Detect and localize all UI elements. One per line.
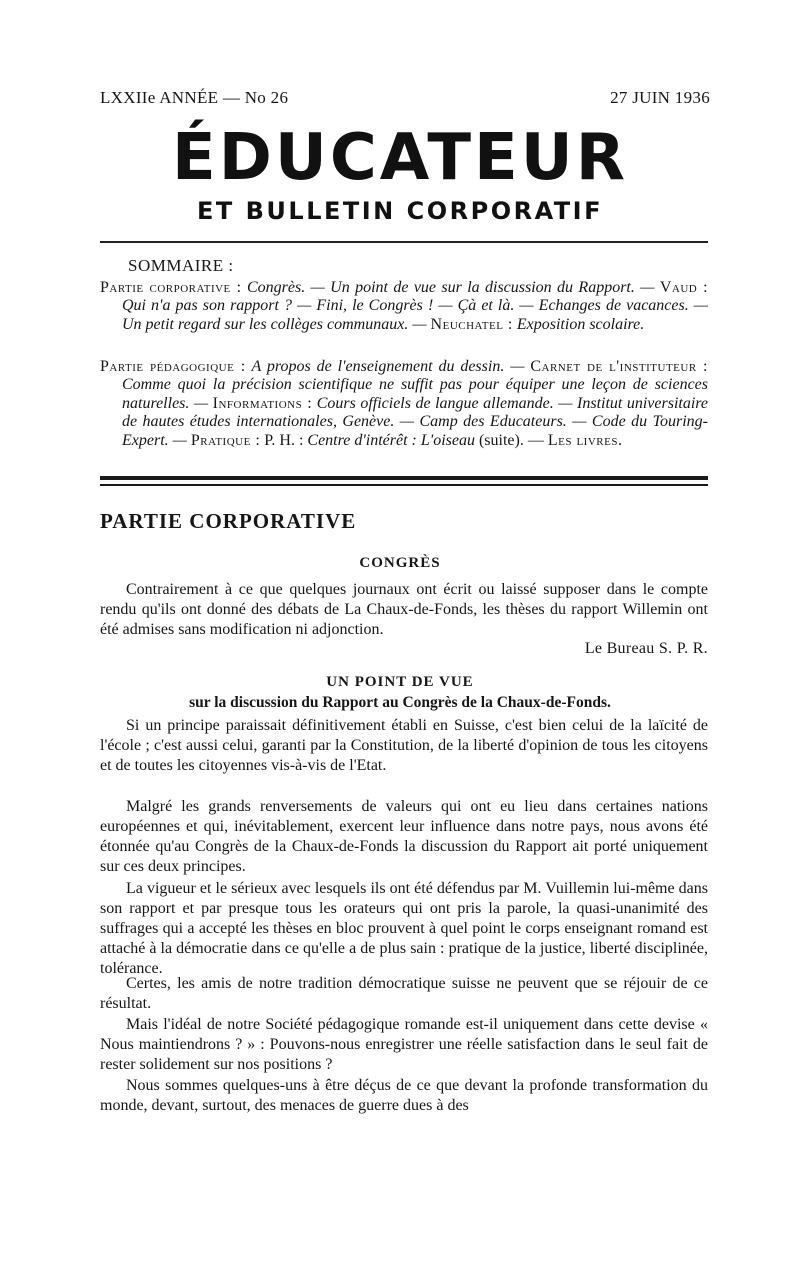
article-paragraph: Nous sommes quelques-uns à être déçus de ce que devant la profonde transformation du monde, devant, surtout, des menaces de guerre dues à des [100, 1077, 708, 1114]
sommaire-rubric: Pratique : [190, 431, 261, 449]
journal-title: ÉDUCATEUR [172, 121, 628, 195]
article-paragraph: Certes, les amis de notre tradition démocratique suisse ne peuvent que se réjouir de ce résultat. [100, 975, 708, 1012]
article-subtitle: sur la discussion du Rapport au Congrès de la Chaux-de-Fonds. [189, 694, 611, 711]
sommaire-note: (suite). — [478, 431, 544, 449]
article-signature: Le Bureau S. P. R. [584, 640, 708, 657]
article-paragraph: La vigueur et le sérieux avec lesquels ils ont été défendus par M. Vuillemin lui-même dans son rapport et par presque tous les orateurs qui ont pris la parole, la quasi-unanimité des suffrages qui a accepté les thèses en bloc prouvent à quel point le corps enseignant romand est attaché à la démocratie dans ce qu'elle a de plus sain : pratique de la justice, liberté disciplinée, tolérance. [100, 880, 708, 977]
sommaire-item: Centre d'intérêt : L'oiseau [307, 431, 475, 449]
sommaire-item: Exposition scolaire. [516, 315, 645, 333]
sommaire-item: Cours officiels de langue allemande. — Institut universitaire de hautes études internationales, Genève. — Camp des Educateurs. — Code du Touring-Expert. — [122, 394, 709, 449]
sommaire-item: Un point de vue sur la discussion du Rapport. — [330, 279, 655, 296]
sommaire-item: Comme quoi la précision scientifique ne suffit pas pour équiper une leçon de sciences naturelles. — [122, 376, 708, 412]
header-divider [100, 241, 708, 243]
article-paragraph: Si un principe paraissait définitivement établi en Suisse, c'est bien celui de la laïcité de l'école ; c'est aussi celui, garanti par la Constitution, de la liberté d'opinion de tous les citoyens et de toutes les citoyennes vis-à-vis de l'Etat. [100, 717, 708, 774]
section-title: PARTIE CORPORATIVE [100, 509, 357, 533]
journal-subtitle: ET BULLETIN CORPORATIF [197, 197, 603, 225]
sommaire-heading: SOMMAIRE : [128, 256, 234, 275]
article-paragraph: Mais l'idéal de notre Société pédagogique romande est-il uniquement dans cette devise « Nous maintiendrons ? » : Pouvons-nous enregistrer une réelle satisfaction dans le seul fait de rester solidement sur nos positions ? [100, 1016, 708, 1073]
sommaire-rubric: Carnet de l'instituteur : [530, 358, 708, 375]
article-title-point-de-vue: UN POINT DE VUE [326, 674, 474, 690]
article-paragraph: Malgré les grands renversements de valeurs qui ont eu lieu dans certaines nations européennes et qui, inévitablement, exercent leur influence dans notre pays, nous avons été étonnée qu'au Congrès de la Chaux-de-Fonds la discussion du Rapport ait porté uniquement sur ces deux principes. [100, 798, 708, 875]
sommaire-author: P. H. : [264, 431, 304, 449]
article-paragraph: Contrairement à ce que quelques journaux ont écrit ou laissé supposer dans le compte rendu qu'ils ont donné des débats de La Chaux-de-Fonds, les thèses du rapport Willemin ont été admises sans modification ni adjonction. [100, 581, 708, 638]
sommaire-section-label: Partie corporative : [100, 279, 242, 296]
sommaire-section-label: Partie pédagogique : [100, 358, 246, 375]
sommaire-canton: Neuchatel : [430, 315, 513, 333]
sommaire-rubric: Informations : [212, 394, 313, 412]
issue-date: 27 JUIN 1936 [610, 88, 710, 107]
sommaire-item: A propos de l'enseignement du dessin. — [251, 358, 525, 375]
issue-number: LXXIIe ANNÉE — No 26 [100, 88, 289, 107]
sommaire-pedagogique [100, 358, 708, 450]
issue-line [100, 88, 710, 108]
section-divider-thick [100, 476, 708, 480]
article-title-congres: CONGRÈS [359, 555, 441, 571]
sommaire-canton: Vaud : [659, 279, 709, 296]
section-divider-thin [100, 484, 708, 486]
sommaire-corporative [100, 279, 708, 334]
sommaire-rubric: Les livres. [547, 431, 623, 449]
sommaire-item: Congrès. — [246, 279, 325, 296]
sommaire-item: Qui n'a pas son rapport ? — Fini, le Congrès ! — Çà et là. — Echanges de vacances. — Un petit regard sur les collèges communaux. — [122, 297, 708, 333]
